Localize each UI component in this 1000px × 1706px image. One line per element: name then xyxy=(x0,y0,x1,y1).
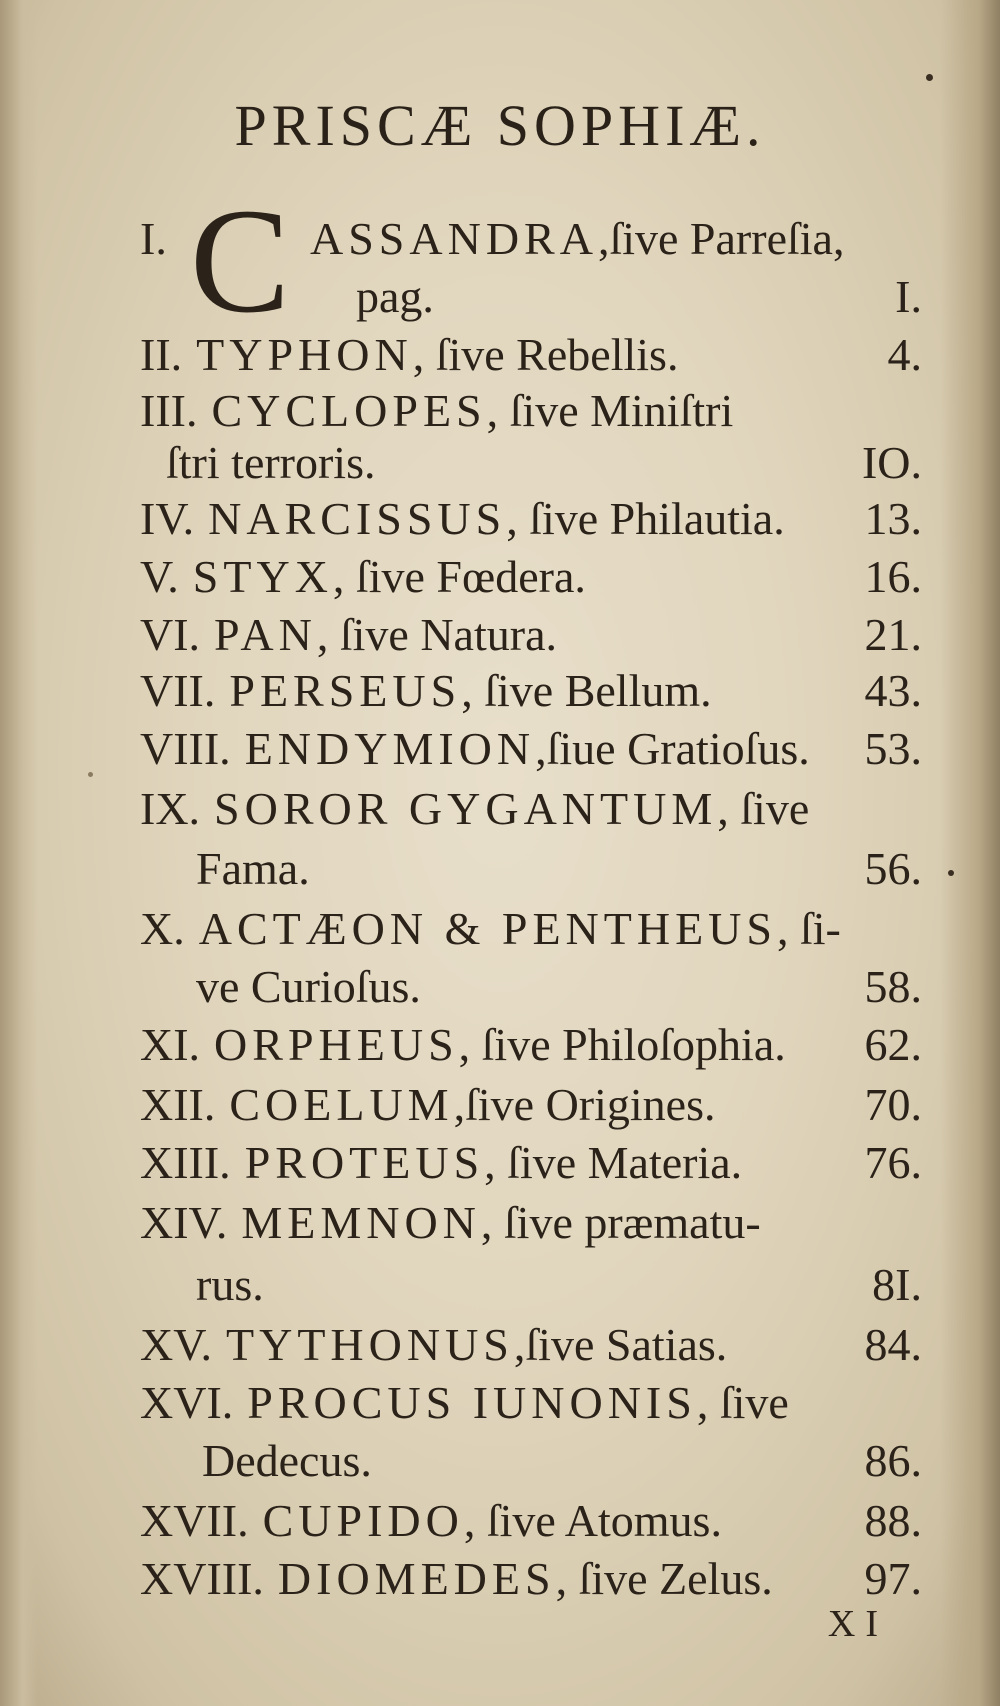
toc-entry-continuation xyxy=(202,1428,922,1494)
entry-title: ſtri terroris. xyxy=(166,437,376,488)
entry-name: ASSANDRA xyxy=(310,213,598,264)
toc-entry-continuation xyxy=(196,954,922,1020)
page-number: 84. xyxy=(864,1319,922,1370)
toc-entry xyxy=(140,1190,922,1256)
toc-entry xyxy=(140,658,922,724)
entry-title: , ſive Philoſophia. xyxy=(458,1019,786,1070)
page-number: I. xyxy=(895,271,922,322)
toc-entry xyxy=(140,1546,922,1612)
entry-name: PROCUS IUNONIS xyxy=(247,1377,697,1428)
entry-name: SOROR GYGANTUM xyxy=(214,783,718,834)
toc-entry xyxy=(140,1370,922,1436)
entry-title: , ſive Bellum. xyxy=(461,665,712,716)
page-number: 58. xyxy=(864,961,922,1012)
page-number: 97. xyxy=(864,1553,922,1604)
entry-number: VIII. xyxy=(140,723,231,774)
entry-number: XIII. xyxy=(140,1137,231,1188)
toc-entry xyxy=(140,1130,922,1196)
ink-speck xyxy=(948,870,954,876)
page-number: 88. xyxy=(864,1495,922,1546)
entry-number: VI. xyxy=(140,609,201,660)
entry-title: , ſive Materia. xyxy=(484,1137,743,1188)
entry-title: , ſive Miniſtri xyxy=(486,385,734,436)
entry-title: ,ſive Origines. xyxy=(453,1079,716,1130)
entry-number: IX. xyxy=(140,783,201,834)
entry-title: Dedecus. xyxy=(202,1435,372,1486)
page-number: 13. xyxy=(864,493,922,544)
toc-entry xyxy=(140,896,922,962)
entry-number: XV. xyxy=(140,1319,213,1370)
entry-name: ACTÆON & PENTHEUS xyxy=(198,903,777,954)
running-header: PRISCÆ SOPHIÆ. xyxy=(234,93,766,158)
entry-title: , ſive Zelus. xyxy=(555,1553,773,1604)
entry-title: , ſive Natura. xyxy=(316,609,557,660)
entry-name: TYPHON xyxy=(196,329,413,380)
toc-entry-continuation xyxy=(196,836,922,902)
entry-name: CYCLOPES xyxy=(211,385,487,436)
entry-number: I. xyxy=(140,213,167,264)
toc-entry-continuation xyxy=(356,264,922,330)
entry-number: V. xyxy=(140,551,179,602)
page-number: 56. xyxy=(864,843,922,894)
page-number: 53. xyxy=(864,723,922,774)
entry-number: XVIII. xyxy=(140,1553,264,1604)
page-number: 43. xyxy=(864,665,922,716)
entry-number: X. xyxy=(140,903,185,954)
page-number: 21. xyxy=(864,609,922,660)
entry-name: NARCISSUS xyxy=(208,493,507,544)
drop-cap-initial: C xyxy=(190,178,291,344)
toc-entry xyxy=(140,716,922,782)
entry-name: COELUM xyxy=(229,1079,454,1130)
ink-speck xyxy=(88,772,93,777)
entry-title: , ſive xyxy=(696,1377,789,1428)
toc-entry-continuation xyxy=(196,1252,922,1318)
entry-number: VII. xyxy=(140,665,216,716)
toc-entry xyxy=(140,1012,922,1078)
entry-name: DIOMEDES xyxy=(277,1553,556,1604)
entry-number: II. xyxy=(140,329,183,380)
entry-name: PROTEUS xyxy=(244,1137,485,1188)
entry-title: , ſive Fœdera. xyxy=(332,551,586,602)
entry-number: XIV. xyxy=(140,1197,228,1248)
entry-number: XI. xyxy=(140,1019,201,1070)
entry-number: IV. xyxy=(140,493,195,544)
entry-name: TYTHONUS xyxy=(226,1319,514,1370)
entry-name: PAN xyxy=(214,609,317,660)
toc-entry xyxy=(310,206,922,272)
entry-name: ENDYMION xyxy=(244,723,536,774)
entry-title: , ſive præmatu- xyxy=(480,1197,761,1248)
toc-entry xyxy=(140,1488,922,1554)
entry-title: ,ſive Satias. xyxy=(513,1319,728,1370)
toc-entry xyxy=(140,486,922,552)
entry-title: Fama. xyxy=(196,843,310,894)
entry-name: CUPIDO xyxy=(262,1495,464,1546)
page-number: 70. xyxy=(864,1079,922,1130)
entry-title: , ſive xyxy=(717,783,810,834)
toc-entry xyxy=(140,544,922,610)
entry-title: , ſive Rebellis. xyxy=(412,329,679,380)
toc-entry xyxy=(140,1072,922,1138)
entry-name: STYX xyxy=(192,551,333,602)
page-number: 16. xyxy=(864,551,922,602)
page-number: 62. xyxy=(864,1019,922,1070)
entry-name: PERSEUS xyxy=(229,665,462,716)
entry-number: III. xyxy=(140,385,198,436)
entry-title: ,ſive Parreſia, xyxy=(597,213,845,264)
entry-number: XII. xyxy=(140,1079,216,1130)
entry-name: ORPHEUS xyxy=(214,1019,459,1070)
page-number: 86. xyxy=(864,1435,922,1486)
entry-name: MEMNON xyxy=(241,1197,481,1248)
entry-title: , ſi- xyxy=(776,903,841,954)
catchword: XI xyxy=(827,1603,888,1645)
entry-title: rus. xyxy=(196,1259,264,1310)
entry-title: , ſive Atomus. xyxy=(463,1495,722,1546)
ink-speck xyxy=(926,74,933,81)
page-number: 8I. xyxy=(872,1259,922,1310)
toc-entry xyxy=(140,776,922,842)
entry-title: pag. xyxy=(356,271,434,322)
page-number: 4. xyxy=(887,329,922,380)
entry-title: ,ſiue Gratioſus. xyxy=(535,723,810,774)
page-number: IO. xyxy=(861,437,922,488)
page-number: 76. xyxy=(864,1137,922,1188)
entry-title: , ſive Philautia. xyxy=(506,493,785,544)
toc-entry xyxy=(140,1312,922,1378)
entry-number: XVII. xyxy=(140,1495,249,1546)
entry-number: XVI. xyxy=(140,1377,234,1428)
entry-title: ve Curioſus. xyxy=(196,961,421,1012)
